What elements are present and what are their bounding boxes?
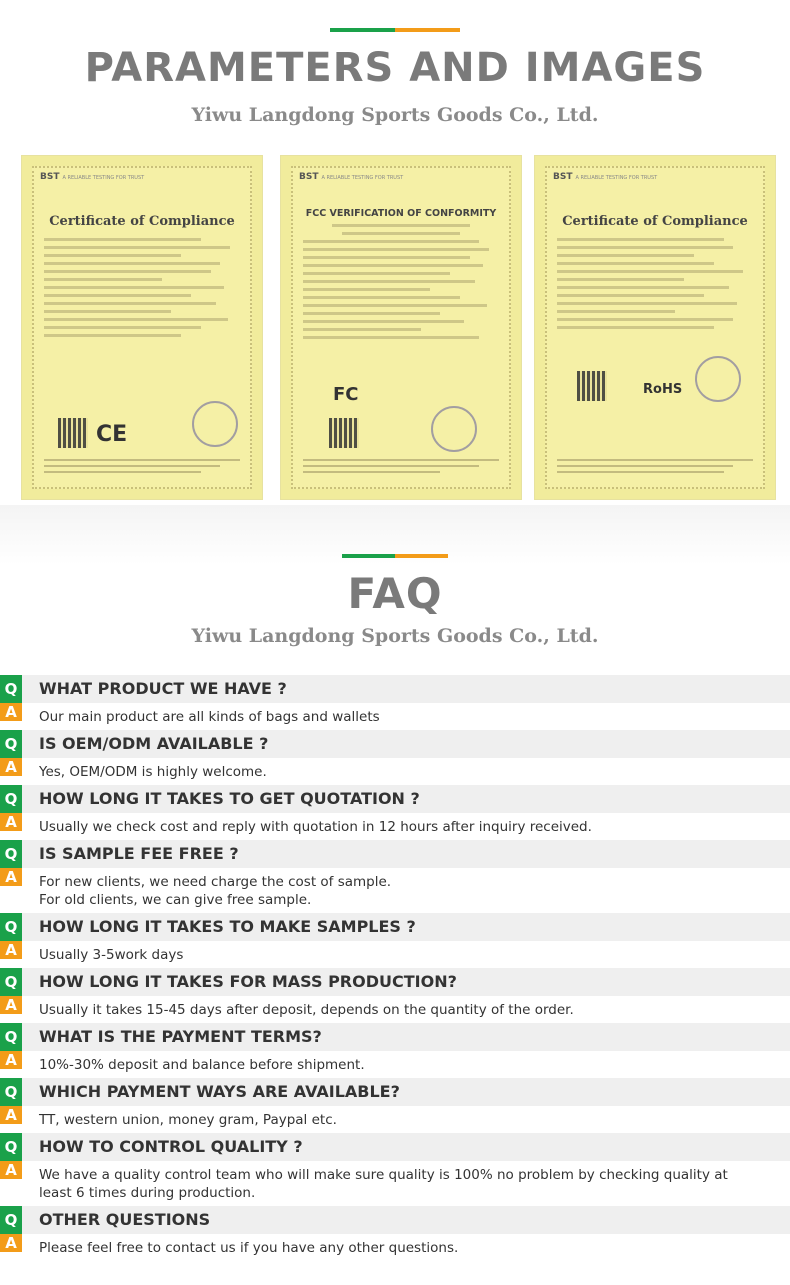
faq-list (0, 675, 790, 1261)
section-title-parameters: PARAMETERS AND IMAGES (84, 45, 706, 91)
faq-answer: A Our main product are all kinds of bags and wallets (0, 703, 790, 730)
section-subtitle-company: Yiwu Langdong Sports Goods Co., Ltd. (191, 104, 599, 126)
qr-code-icon (329, 418, 359, 448)
certificate-text-lines (44, 238, 240, 342)
certificate-rohs[interactable] (534, 155, 776, 500)
faq-answer: A For new clients, we need charge the cost of sample. For old clients, we can give free sample. (0, 868, 790, 913)
q-badge: Q (0, 675, 22, 703)
q-badge: Q (0, 1023, 22, 1051)
a-badge: A (0, 1234, 22, 1252)
a-badge: A (0, 1106, 22, 1124)
certificate-text-lines (303, 224, 499, 344)
faq-answer: A TT, western union, money gram, Paypal etc. (0, 1106, 790, 1133)
a-badge: A (0, 1051, 22, 1069)
certificate-text-lines (557, 238, 753, 334)
faq-answer: A 10%-30% deposit and balance before shipment. (0, 1051, 790, 1078)
stamp-seal-icon (695, 356, 741, 402)
faq-question: Q WHAT IS THE PAYMENT TERMS? (0, 1023, 790, 1051)
faq-question: Q HOW TO CONTROL QUALITY ? (0, 1133, 790, 1161)
a-badge: A (0, 703, 22, 721)
faq-question: Q WHAT PRODUCT WE HAVE ? (0, 675, 790, 703)
section-title-faq: FAQ (347, 569, 443, 618)
faq-answer: A Please feel free to contact us if you have any other questions. (0, 1234, 790, 1261)
q-badge: Q (0, 1206, 22, 1234)
faq-answer: A Yes, OEM/ODM is highly welcome. (0, 758, 790, 785)
bst-logo: BST A RELIABLE TESTING FOR TRUST (40, 172, 145, 182)
a-badge: A (0, 868, 22, 886)
qr-code-icon (58, 418, 88, 448)
faq-answer: A Usually we check cost and reply with quotation in 12 hours after inquiry received. (0, 813, 790, 840)
certificate-fcc[interactable] (280, 155, 522, 500)
a-badge: A (0, 996, 22, 1014)
header-accent-bar (330, 28, 460, 32)
faq-question: Q HOW LONG IT TAKES TO MAKE SAMPLES ? (0, 913, 790, 941)
q-badge: Q (0, 1078, 22, 1106)
certificate-title: Certificate of Compliance (49, 214, 235, 229)
faq-question: Q HOW LONG IT TAKES FOR MASS PRODUCTION? (0, 968, 790, 996)
q-badge: Q (0, 1133, 22, 1161)
bst-logo: BST A RELIABLE TESTING FOR TRUST (553, 172, 658, 182)
bst-logo: BST A RELIABLE TESTING FOR TRUST (299, 172, 404, 182)
certificate-ce[interactable] (21, 155, 263, 500)
q-badge: Q (0, 840, 22, 868)
certificate-gallery (0, 155, 790, 505)
q-badge: Q (0, 785, 22, 813)
q-badge: Q (0, 913, 22, 941)
certificate-title: FCC VERIFICATION OF CONFORMITY (305, 208, 497, 219)
faq-answer: A We have a quality control team who will make sure quality is 100% no problem by checking quality at least 6 times during production. (0, 1161, 790, 1206)
qr-code-icon (577, 371, 607, 401)
certificate-title: Certificate of Compliance (562, 214, 748, 229)
header-accent-bar (342, 554, 448, 558)
q-badge: Q (0, 968, 22, 996)
a-badge: A (0, 758, 22, 776)
faq-question: Q OTHER QUESTIONS (0, 1206, 790, 1234)
a-badge: A (0, 1161, 22, 1179)
fcc-mark-icon: FC (333, 384, 359, 405)
rohs-mark-icon: RoHS (643, 382, 683, 397)
faq-question: Q IS SAMPLE FEE FREE ? (0, 840, 790, 868)
stamp-seal-icon (431, 406, 477, 452)
faq-question: Q HOW LONG IT TAKES TO GET QUOTATION ? (0, 785, 790, 813)
section-subtitle-company: Yiwu Langdong Sports Goods Co., Ltd. (191, 625, 599, 647)
ce-mark-icon: CE (96, 422, 128, 447)
a-badge: A (0, 813, 22, 831)
faq-question: Q IS OEM/ODM AVAILABLE ? (0, 730, 790, 758)
faq-answer: A Usually 3-5work days (0, 941, 790, 968)
stamp-seal-icon (192, 401, 238, 447)
faq-question: Q WHICH PAYMENT WAYS ARE AVAILABLE? (0, 1078, 790, 1106)
q-badge: Q (0, 730, 22, 758)
a-badge: A (0, 941, 22, 959)
faq-answer: A Usually it takes 15-45 days after deposit, depends on the quantity of the order. (0, 996, 790, 1023)
